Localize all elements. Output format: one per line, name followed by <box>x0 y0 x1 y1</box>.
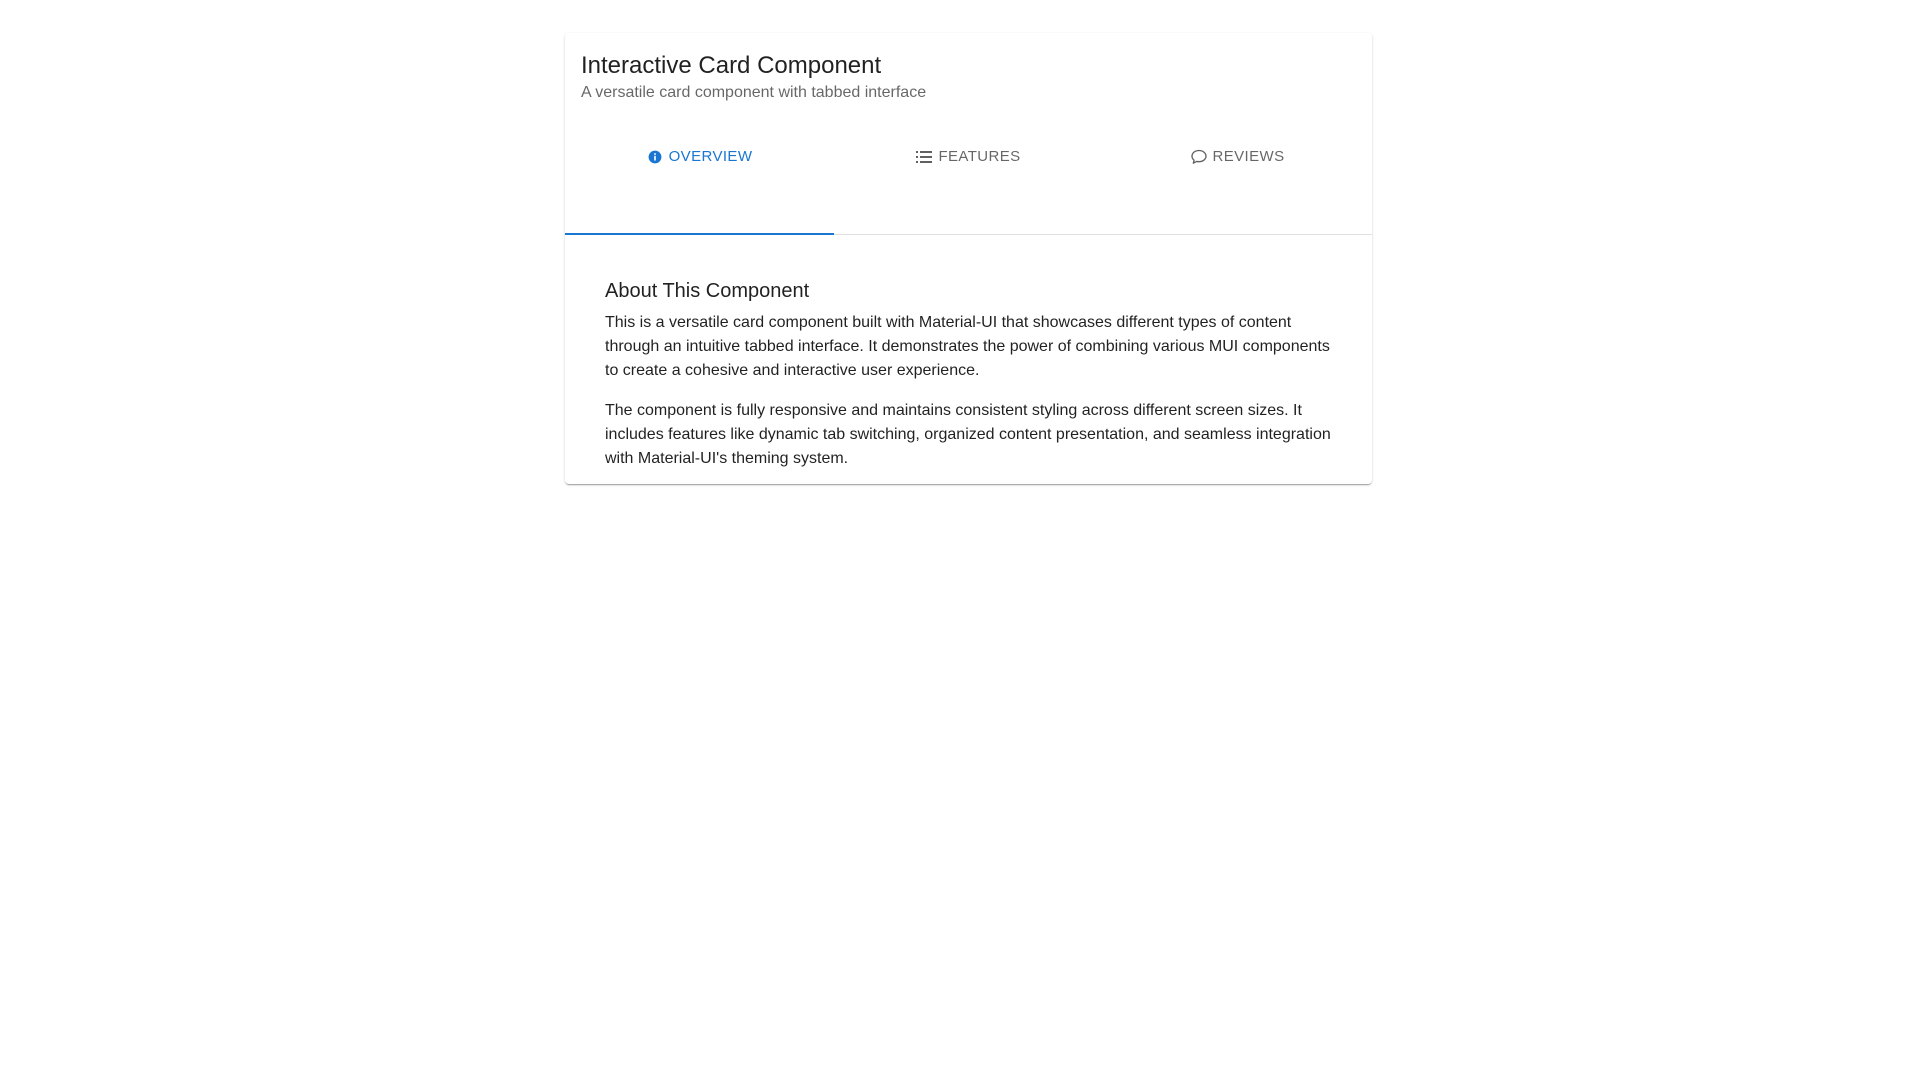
info-icon <box>647 149 663 165</box>
panel-paragraph: The component is fully responsive and maintains consistent styling across different screen sizes. It includes features like dynamic tab switching, organized content presentation, and seamless integration with Material-UI's theming system. <box>605 402 1331 467</box>
card-header <box>565 33 1372 123</box>
interactive-card <box>565 33 1372 484</box>
tab-bar <box>565 131 1372 235</box>
comment-icon <box>1191 149 1207 165</box>
card-title: Interactive Card Component <box>581 52 882 79</box>
list-icon <box>916 149 932 165</box>
tab-features-label: FEATURES <box>938 148 1021 165</box>
tab-reviews-label: REVIEWS <box>1212 148 1285 165</box>
panel-paragraph: This is a versatile card component built with Material-UI that showcases different types of content through an intuitive tabbed interface. It demonstrates the power of combining various MUI components to create a cohesive and interactive user experience. <box>605 314 1330 379</box>
panel-heading: About This Component <box>605 280 810 302</box>
tab-overview-label: OVERVIEW <box>668 148 753 165</box>
tab-overview[interactable] <box>565 131 834 234</box>
tab-indicator <box>565 233 834 235</box>
tab-panel-overview <box>565 235 1372 471</box>
tab-features[interactable] <box>834 131 1103 234</box>
card-subtitle: A versatile card component with tabbed interface <box>581 84 927 101</box>
tab-reviews[interactable] <box>1103 131 1372 234</box>
